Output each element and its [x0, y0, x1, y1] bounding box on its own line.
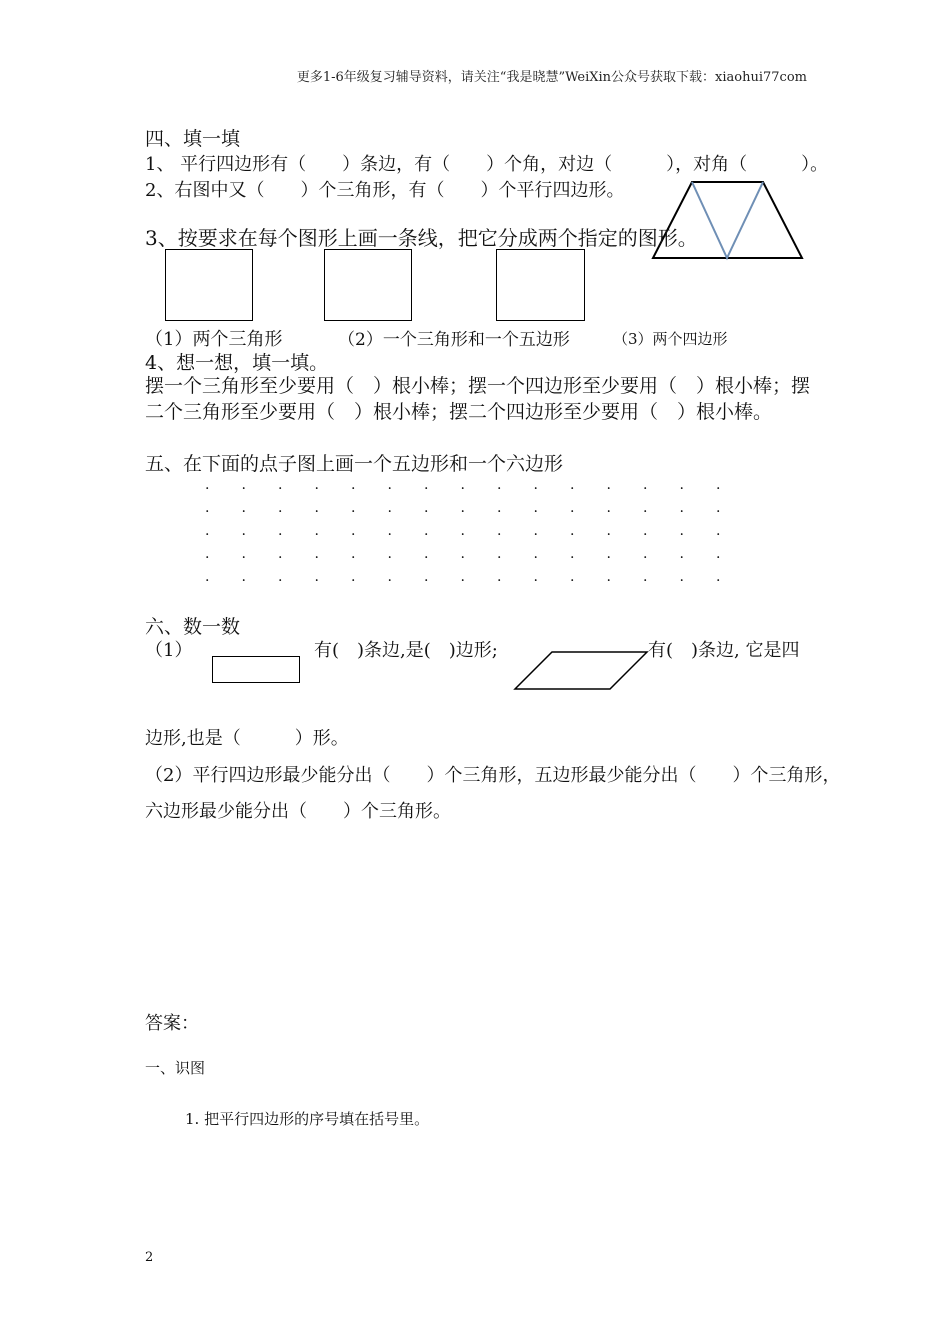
- section6-title: 六、数一数: [145, 616, 241, 638]
- dot-row: . . . . . . . . . . . . . . .: [205, 523, 721, 539]
- dot-row: . . . . . . . . . . . . . . .: [205, 477, 721, 493]
- rectangle-question: 有( )条边,是( )边形;: [314, 640, 498, 661]
- label-1: （1）两个三角形: [145, 329, 283, 350]
- answers-item1: 1. 把平行四边形的序号填在括号里。: [185, 1110, 430, 1128]
- label-2: （2）一个三角形和一个五边形: [338, 330, 570, 350]
- dot-row: . . . . . . . . . . . . . . .: [205, 546, 721, 562]
- square-2: [324, 249, 412, 321]
- answers-section1: 一、识图: [145, 1059, 206, 1077]
- item1-line2: 边形,也是（ ）形。: [145, 728, 349, 749]
- label-3: （3）两个四边形: [613, 330, 728, 348]
- parallelogram-figure: [514, 651, 650, 691]
- question-1: 1、 平行四边形有（ ）条边，有（ ）个角，对边（ ），对角（ ）。: [145, 154, 829, 175]
- square-1: [165, 249, 253, 321]
- dot-row: . . . . . . . . . . . . . . .: [205, 569, 721, 585]
- section4-title: 四、填一填: [145, 128, 241, 150]
- question-4-title: 4、想一想，填一填。: [145, 352, 329, 374]
- question-4-text: 摆一个三角形至少要用（ ）根小棒；摆一个四边形至少要用（ ）根小棒；摆二个三角形至少要用（ ）根小棒；摆二个四边形至少要用（ ）根小棒。: [145, 375, 811, 423]
- question-3: 3、按要求在每个图形上画一条线，把它分成两个指定的图形。: [145, 226, 698, 250]
- answers-title: 答案：: [145, 1013, 199, 1034]
- dot-row: . . . . . . . . . . . . . . .: [205, 500, 721, 516]
- parallelogram-outline: [515, 652, 647, 689]
- question-2: 2、右图中又（ ）个三角形，有（ ）个平行四边形。: [145, 180, 625, 201]
- parallelogram-question: 有( )条边, 它是四: [648, 640, 800, 661]
- section5-title: 五、在下面的点子图上画一个五边形和一个六边形: [145, 453, 564, 475]
- question-6-2-line1: （2）平行四边形最少能分出（ ）个三角形，五边形最少能分出（ ）个三角形，: [145, 765, 841, 786]
- page-number: 2: [145, 1250, 154, 1265]
- item1-prefix: （1）: [145, 640, 193, 661]
- square-3: [496, 249, 585, 321]
- page-header: 更多1-6年级复习辅导资料，请关注“我是晓慧”WeiXin公众号获取下载：xiaohui77com: [296, 70, 807, 85]
- inner-triangle-lines: [692, 182, 763, 258]
- dot-grid: [205, 474, 753, 589]
- question-6-2-line2: 六边形最少能分出（ ）个三角形。: [145, 801, 451, 822]
- small-rectangle: [212, 656, 300, 683]
